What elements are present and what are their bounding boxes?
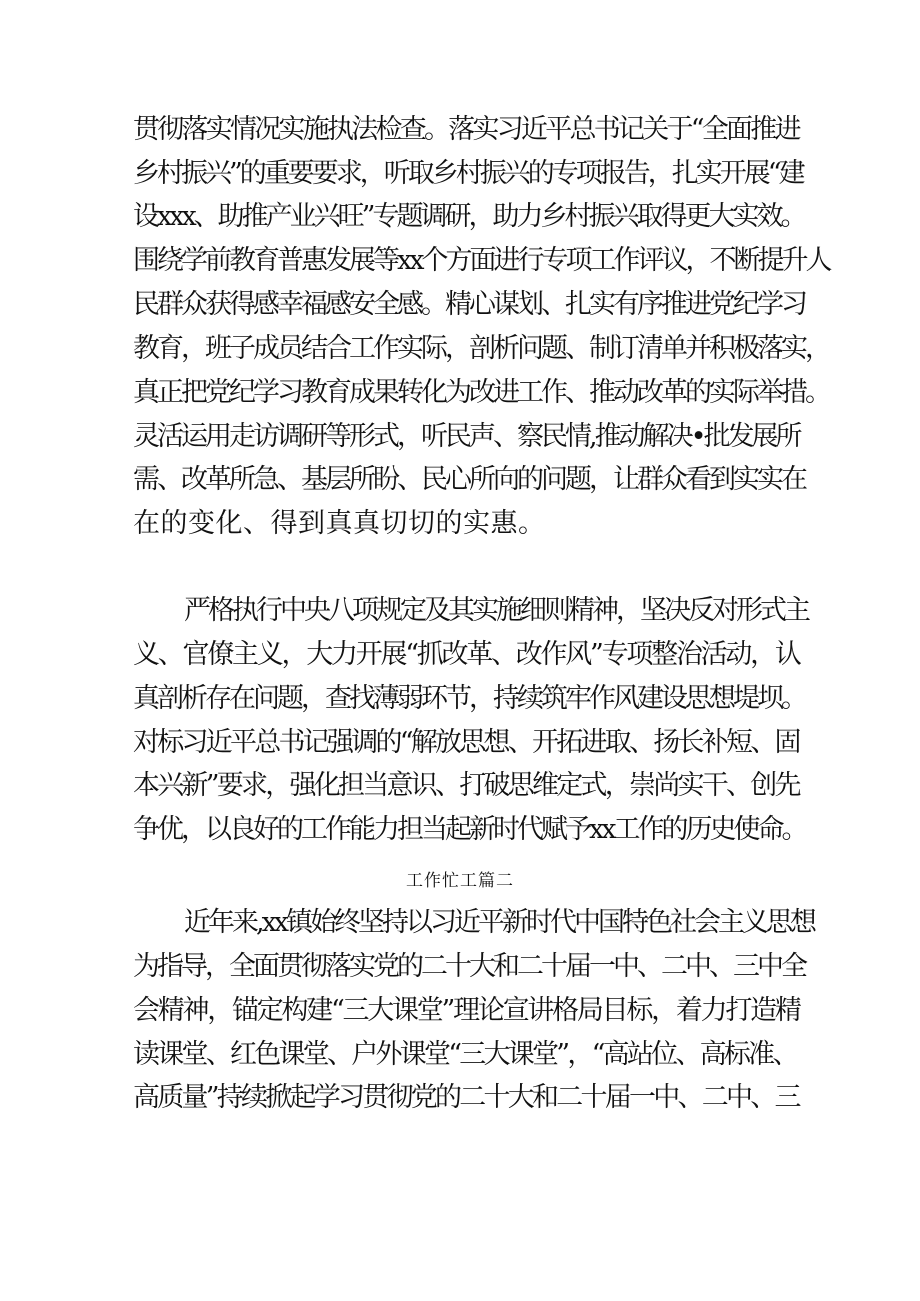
paragraph-line: 本兴新”要求，强化担当意识、打破思维定式，崇尚实干、创先 [133, 770, 799, 801]
paragraph-line: 真剖析存在问题，查找薄弱环节，持续筑牢作风建设思想堤坝。 [133, 683, 805, 714]
paragraph-line: 设xxx、助推产业兴旺”专题调研，助力乡村振兴取得更大实效。 [133, 201, 805, 232]
paragraph-line: 近年来,xx镇始终坚持以习近平新时代中国特色社会主义思想 [184, 907, 815, 938]
paragraph-line: 教育，班子成员结合工作实际，剖析问题、制订清单并积极落实， [133, 333, 829, 364]
paragraph-line: 贯彻落实情况实施执法检查。落实习近平总书记关于“全面推进 [133, 114, 799, 145]
paragraph-line: 需、改革所急、基层所盼、民心所向的问题，让群众看到实实在 [133, 464, 805, 495]
paragraph-line: 严格执行中央八项规定及其实施细则精神，坚决反对形式主 [184, 595, 808, 626]
paragraph-line: 在的变化、得到真真切切的实惠。 [133, 508, 546, 539]
paragraph-line: 乡村振兴”的重要要求，听取乡村振兴的专项报告，扎实开展“建 [133, 158, 803, 189]
paragraph-line: 真正把党纪学习教育成果转化为改进工作、推动改革的实际举措。 [133, 377, 829, 408]
paragraph-line: 会精神，锚定构建“三大课堂”理论宣讲格局目标，着力打造精 [133, 995, 800, 1026]
paragraph-line: 义、官僚主义，大力开展“抓改革、改作风”专项整治活动，认 [133, 639, 800, 670]
paragraph-line: 灵活运用走访调研等形式，听民声、察民情,推动解决•批发展所 [133, 421, 800, 452]
paragraph-line: 对标习近平总书记强调的“解放思想、开拓进取、扬长补短、固 [133, 727, 799, 758]
paragraph-line: 围绕学前教育普惠发展等xx个方面进行专项工作评议，不断提升人 [133, 245, 830, 276]
paragraph-line: 为指导，全面贯彻落实党的二十大和二十届一中、二中、三中全 [133, 951, 805, 982]
paragraph-line: 读课堂、红色课堂、户外课堂“三大课堂”，“高站位、高标准、 [133, 1039, 797, 1070]
paragraph-line: 民群众获得感幸福感安全感。精心谋划、扎实有序推进党纪学习 [133, 289, 805, 320]
paragraph-line: 高质量”持续掀起学习贯彻党的二十大和二十届一中、二中、三 [133, 1082, 799, 1113]
paragraph-line: 争优，以良好的工作能力担当起新时代赋予xx工作的历史使命。 [133, 814, 806, 845]
section-heading: 工作忙工篇二 [406, 871, 514, 891]
